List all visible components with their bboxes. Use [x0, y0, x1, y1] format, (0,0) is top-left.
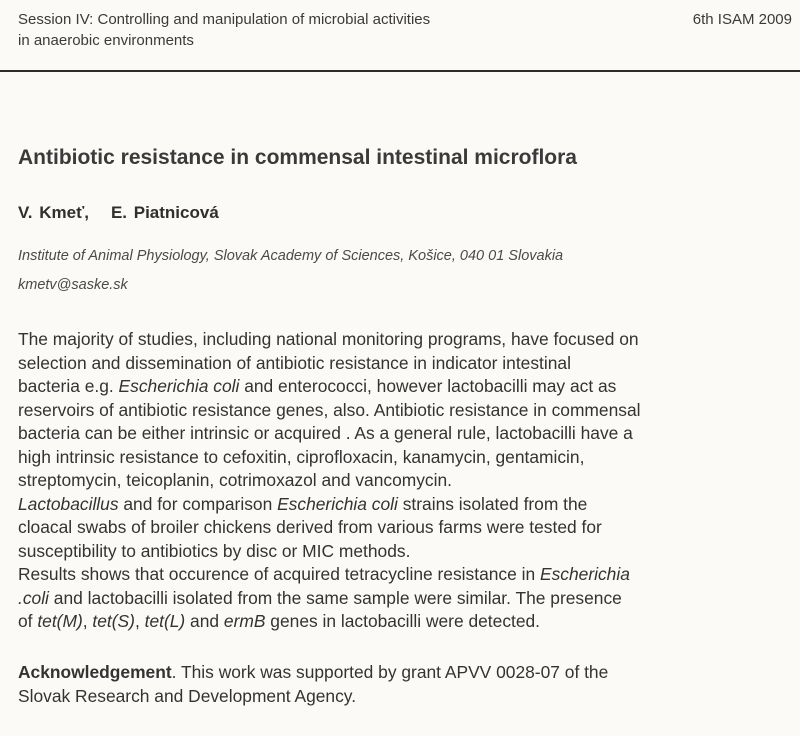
- acknowledgement: [18, 661, 798, 708]
- abstract-line: susceptibility to antibiotics by disc or MIC methods.: [18, 540, 411, 561]
- species-name: Escherichia: [539, 564, 630, 584]
- abstract-line: reservoirs of antibiotic resistance genes, also. Antibiotic resistance in commensal: [18, 399, 641, 420]
- text-span: bacteria e.g.: [18, 376, 119, 396]
- text-span: Results shows that occurence of acquired tetracycline resistance in: [18, 564, 540, 584]
- text-span: genes in lactobacilli were detected.: [265, 611, 541, 631]
- author-email: kmetv@saske.sk: [18, 277, 128, 293]
- text-span: . This work was supported by grant APVV 0028-07 of the: [171, 662, 609, 682]
- abstract-line: bacteria can be either intrinsic or acquired . As a general rule, lactobacilli have a: [18, 423, 633, 443]
- abstract-line: The majority of studies, including national monitoring programs, have focused on: [18, 329, 639, 349]
- gene-name: tet(M): [37, 611, 83, 631]
- acknowledgement-line: [18, 661, 798, 685]
- text-span: and: [185, 611, 224, 631]
- author-1: V. Kmeť,: [18, 203, 89, 222]
- text-span: and lactobacilli isolated from the same sample were similar. The presence: [48, 587, 622, 608]
- abstract-line: [18, 563, 798, 587]
- acknowledgement-label: Acknowledgement: [18, 662, 172, 682]
- author-list: [18, 203, 219, 223]
- header-divider: [0, 70, 800, 72]
- abstract-line: streptomycin, teicoplanin, cotrimoxazol and vancomycin.: [18, 470, 452, 490]
- abstract-line: high intrinsic resistance to cefoxitin, ciprofloxacin, kanamycin, gentamicin,: [18, 446, 585, 467]
- gene-name: tet(L): [144, 611, 186, 631]
- species-name: .coli: [18, 587, 49, 608]
- author-2: E. Piatnicová: [110, 203, 219, 222]
- text-span: strains isolated from the: [397, 493, 588, 514]
- abstract-line: [18, 610, 798, 634]
- text-span: ,: [82, 611, 93, 631]
- paper-title: Antibiotic resistance in commensal intestinal microflora: [18, 146, 577, 169]
- species-name: Escherichia coli: [277, 493, 398, 514]
- abstract-line: [18, 493, 798, 517]
- session-line-1: Session IV: Controlling and manipulation of microbial activities: [18, 11, 431, 28]
- text-span: ,: [134, 611, 145, 631]
- acknowledgement-line: Slovak Research and Development Agency.: [18, 685, 357, 706]
- species-name: Escherichia coli: [118, 376, 240, 396]
- session-line-2: in anaerobic environments: [18, 32, 194, 49]
- gene-name: ermB: [223, 611, 266, 631]
- text-span: and enterococci, however lactobacilli may act as: [239, 376, 617, 396]
- conference-label: 6th ISAM 2009: [692, 11, 792, 28]
- affiliation: Institute of Animal Physiology, Slovak Academy of Sciences, Košice, 040 01 Slovakia: [18, 248, 564, 264]
- session-header: [18, 9, 430, 51]
- abstract-line: [18, 587, 798, 611]
- species-name: Lactobacillus: [18, 493, 119, 514]
- gene-name: tet(S): [92, 611, 135, 631]
- abstract-text: [18, 328, 798, 634]
- abstract-line: selection and dissemination of antibiotic resistance in indicator intestinal: [18, 352, 571, 373]
- text-span: of: [18, 611, 38, 631]
- abstract-line: [18, 375, 798, 399]
- abstract-line: cloacal swabs of broiler chickens derived from various farms were tested for: [18, 517, 602, 537]
- text-span: and for comparison: [118, 493, 278, 514]
